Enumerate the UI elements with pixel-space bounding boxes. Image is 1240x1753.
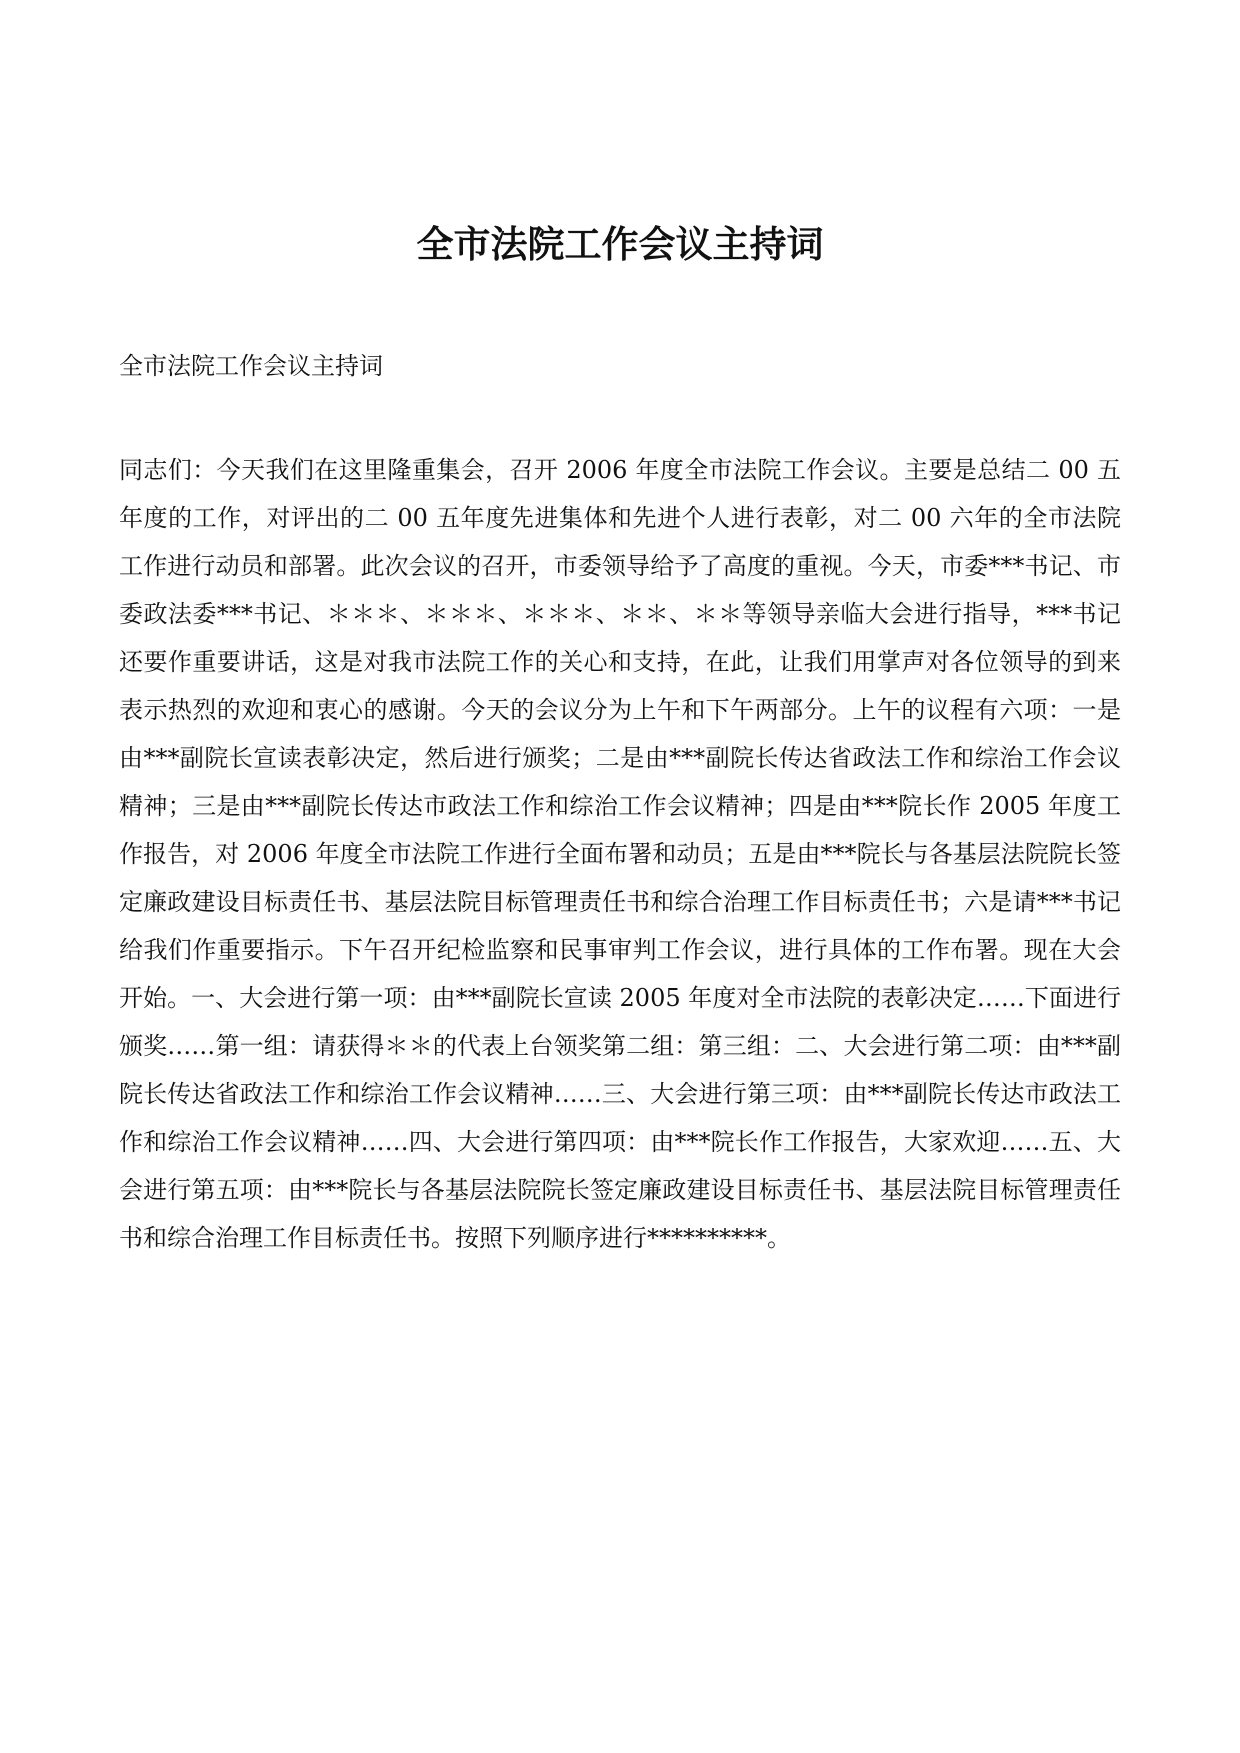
document-body-paragraph: 同志们：今天我们在这里隆重集会，召开 2006 年度全市法院工作会议。主要是总结二 00 五年度的工作，对评出的二 00 五年度先进集体和先进个人进行表彰，对二 00 六年的全市法院工作进行动员和部署。此次会议的召开，市委领导给予了高度的重视。今天，市委***书记、市委政法委***书记、＊＊＊、＊＊＊、＊＊＊、＊＊、＊＊等领导亲临大会进行指导，***书记还要作重要讲话，这是对我市法院工作的关心和支持，在此，让我们用掌声对各位领导的到来表示热烈的欢迎和衷心的感谢。今天的会议分为上午和下午两部分。上午的议程有六项：一是由***副院长宣读表彰决定，然后进行颁奖；二是由***副院长传达省政法工作和综治工作会议精神；三是由***副院长传达市政法工作和综治工作会议精神；四是由***院长作 2005 年度工作报告，对 2006 年度全市法院工作进行全面布署和动员；五是由***院长与各基层法院院长签定廉政建设目标责任书、基层法院目标管理责任书和综合治理工作目标责任书；六是请***书记给我们作重要指示。下午召开纪检监察和民事审判工作会议，进行具体的工作布署。现在大会开始。一、大会进行第一项：由***副院长宣读 2005 年度对全市法院的表彰决定……下面进行颁奖……第一组：请获得＊＊的代表上台领奖第二组：第三组：二、大会进行第二项：由***副院长传达省政法工作和综治工作会议精神……三、大会进行第三项：由***副院长传达市政法工作和综治工作会议精神……四、大会进行第四项：由***院长作工作报告，大家欢迎……五、大会进行第五项：由***院长与各基层法院院长签定廉政建设目标责任书、基层法院目标管理责任书和综合治理工作目标责任书。按照下列顺序进行**********。 xyxy=(119,456,1121,1252)
document-title: 全市法院工作会议主持词 xyxy=(416,222,824,266)
document-subtitle: 全市法院工作会议主持词 xyxy=(119,352,383,380)
